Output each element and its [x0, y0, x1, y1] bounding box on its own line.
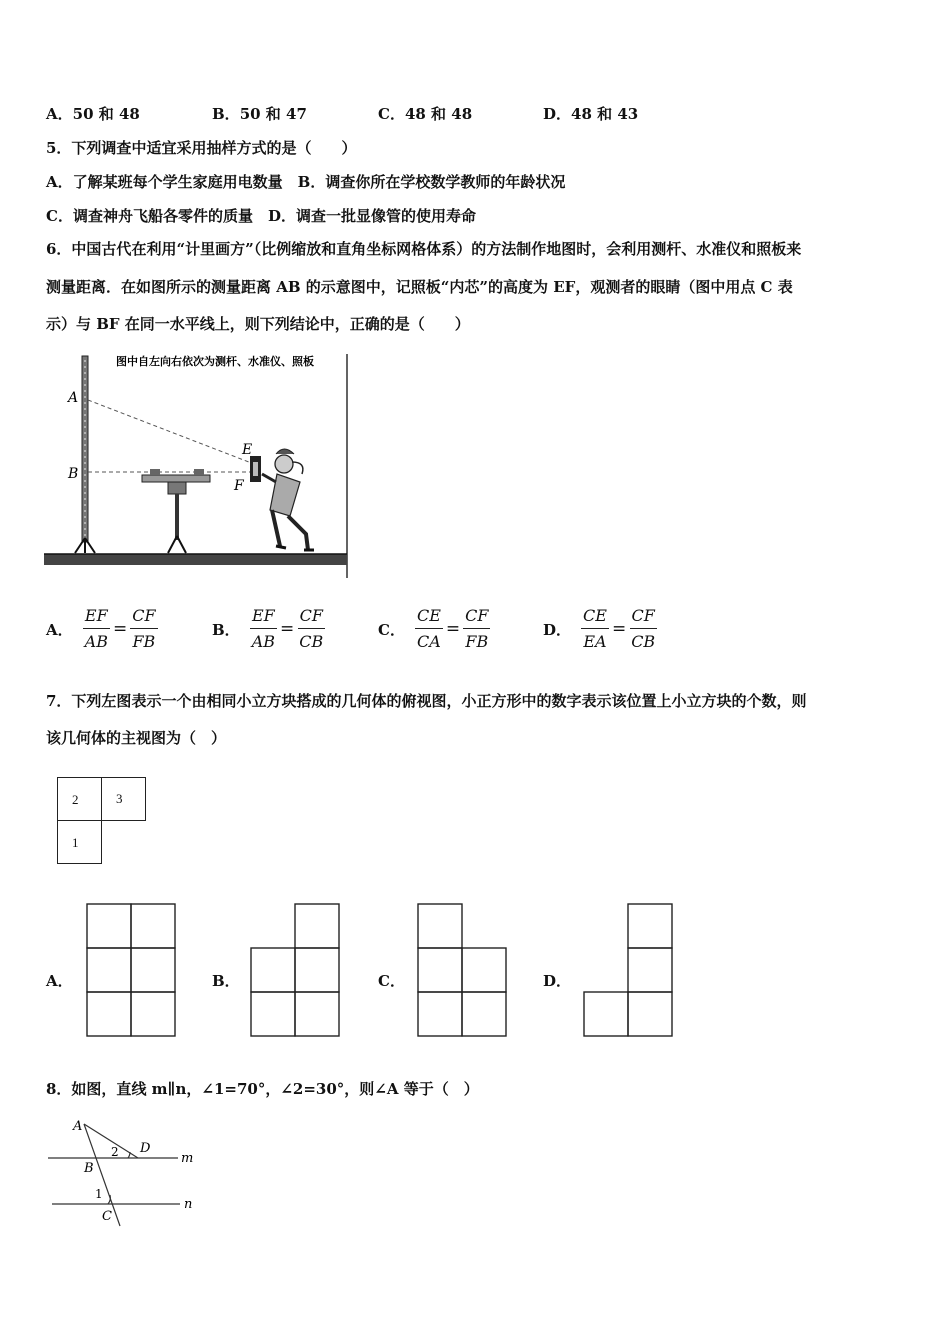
q4-option-d[interactable] — [543, 103, 638, 124]
option-label: A． — [46, 620, 73, 639]
q6-stem-line3: 示）与 BF 在同一水平线上，则下列结论中，正确的是（ ） — [46, 315, 470, 333]
q8-parallel-lines-figure — [44, 1114, 204, 1232]
fraction-right: $\frac{CF}{CB}$ — [299, 606, 324, 651]
q4-option-b[interactable] — [212, 103, 307, 124]
fraction-left: $\frac{EF}{AB}$ — [251, 606, 275, 651]
q7-option-d-label: D． — [543, 972, 572, 990]
fraction-left: $\frac{EF}{AB}$ — [84, 606, 108, 651]
q7-option-c-label: C． — [378, 972, 405, 990]
point-b-label: B — [68, 466, 79, 482]
ground — [44, 554, 347, 565]
top-view-cell: 1 — [57, 820, 102, 864]
q7-stem-line1: 7．下列左图表示一个由相同小立方块搭成的几何体的俯视图，小正方形中的数字表示该位置上小立方块的个数，则 — [46, 692, 807, 710]
q7-stem-line2: 该几何体的主视图为（ ） — [46, 729, 227, 747]
point-d-label: D — [140, 1141, 151, 1156]
observer-figure — [262, 449, 314, 550]
option-text: 48 和 48 — [404, 105, 473, 123]
q6-stem-line1: 6．中国古代在利用“计里画方”（比例缩放和直角坐标网格体系）的方法制作地图时，会利用测杆、水准仪和照板来 — [46, 240, 802, 258]
q6-measurement-figure — [44, 350, 350, 580]
q4-option-c[interactable] — [378, 103, 472, 124]
q7-option-a-label: A． — [46, 972, 73, 990]
q4-option-a[interactable] — [46, 103, 140, 124]
point-f-label: F — [234, 478, 244, 494]
top-view-cell: 2 — [57, 777, 102, 821]
option-label: B． — [212, 620, 240, 639]
q7-option-b-view[interactable] — [250, 903, 342, 1039]
fraction-left: $\frac{CE}{CA}$ — [416, 606, 441, 651]
equals-sign: = — [611, 619, 627, 639]
q7-option-b-label: B． — [212, 972, 240, 990]
angle-2-label: 2 — [111, 1145, 119, 1159]
point-e-label: E — [242, 442, 253, 458]
equals-sign: = — [280, 619, 295, 639]
figure-caption: 图中自左向右依次为测杆、水准仪、照板 — [116, 355, 314, 368]
q7-option-d-view[interactable] — [583, 903, 675, 1039]
point-a-label: A — [68, 390, 79, 406]
sighting-board — [250, 456, 261, 482]
option-text: 50 和 48 — [72, 105, 140, 123]
q7-option-c-view[interactable] — [417, 903, 509, 1039]
q5-options-ab: A．了解某班每个学生家庭用电数量 B．调查你所在学校数学教师的年龄状况 — [46, 173, 566, 191]
fraction-right: $\frac{CF}{FB}$ — [465, 606, 489, 651]
q5-options-cd: C．调查神舟飞船各零件的质量 D．调查一批显像管的使用寿命 — [46, 207, 476, 225]
q6-option-d[interactable] — [543, 604, 657, 654]
option-label: B． — [212, 105, 240, 123]
option-text: 50 和 47 — [239, 105, 307, 123]
point-b-label: B — [84, 1161, 94, 1176]
angle-1-label: 1 — [95, 1187, 103, 1201]
option-label: D． — [543, 620, 572, 639]
option-label: D． — [543, 105, 572, 123]
top-view-cell: 3 — [101, 777, 146, 821]
q8-stem: 8．如图，直线 m∥n，∠1=70°，∠2=30°，则∠A 等于（ ） — [46, 1080, 479, 1098]
fraction-right: $\frac{CF}{CB}$ — [631, 606, 656, 651]
option-label: A． — [46, 105, 73, 123]
q6-stem-line2: 测量距离．在如图所示的测量距离 AB 的示意图中，记照板“内芯”的高度为 EF，观测者的眼睛（图中用点 C 表 — [46, 278, 793, 296]
q7-option-a-view[interactable] — [86, 903, 178, 1039]
line-n-label: n — [184, 1197, 193, 1212]
equals-sign: = — [112, 619, 128, 639]
q6-option-b[interactable] — [212, 604, 325, 654]
q5-stem: 5．下列调查中适宜采用抽样方式的是（ ） — [46, 139, 357, 157]
point-c-label: C — [102, 1209, 112, 1224]
option-label: C． — [378, 105, 405, 123]
sight-line-a — [88, 400, 254, 464]
level-instrument — [142, 469, 210, 553]
equals-sign: = — [445, 619, 461, 639]
q6-option-c[interactable] — [378, 604, 490, 654]
fraction-left: $\frac{CE}{EA}$ — [583, 606, 607, 651]
line-m-label: m — [181, 1151, 194, 1166]
option-label: C． — [378, 620, 405, 639]
q6-option-a[interactable] — [46, 604, 158, 654]
point-a-label: A — [73, 1119, 83, 1134]
option-text: 48 和 43 — [571, 105, 639, 123]
measuring-rod — [75, 356, 95, 553]
fraction-right: $\frac{CF}{FB}$ — [132, 606, 156, 651]
